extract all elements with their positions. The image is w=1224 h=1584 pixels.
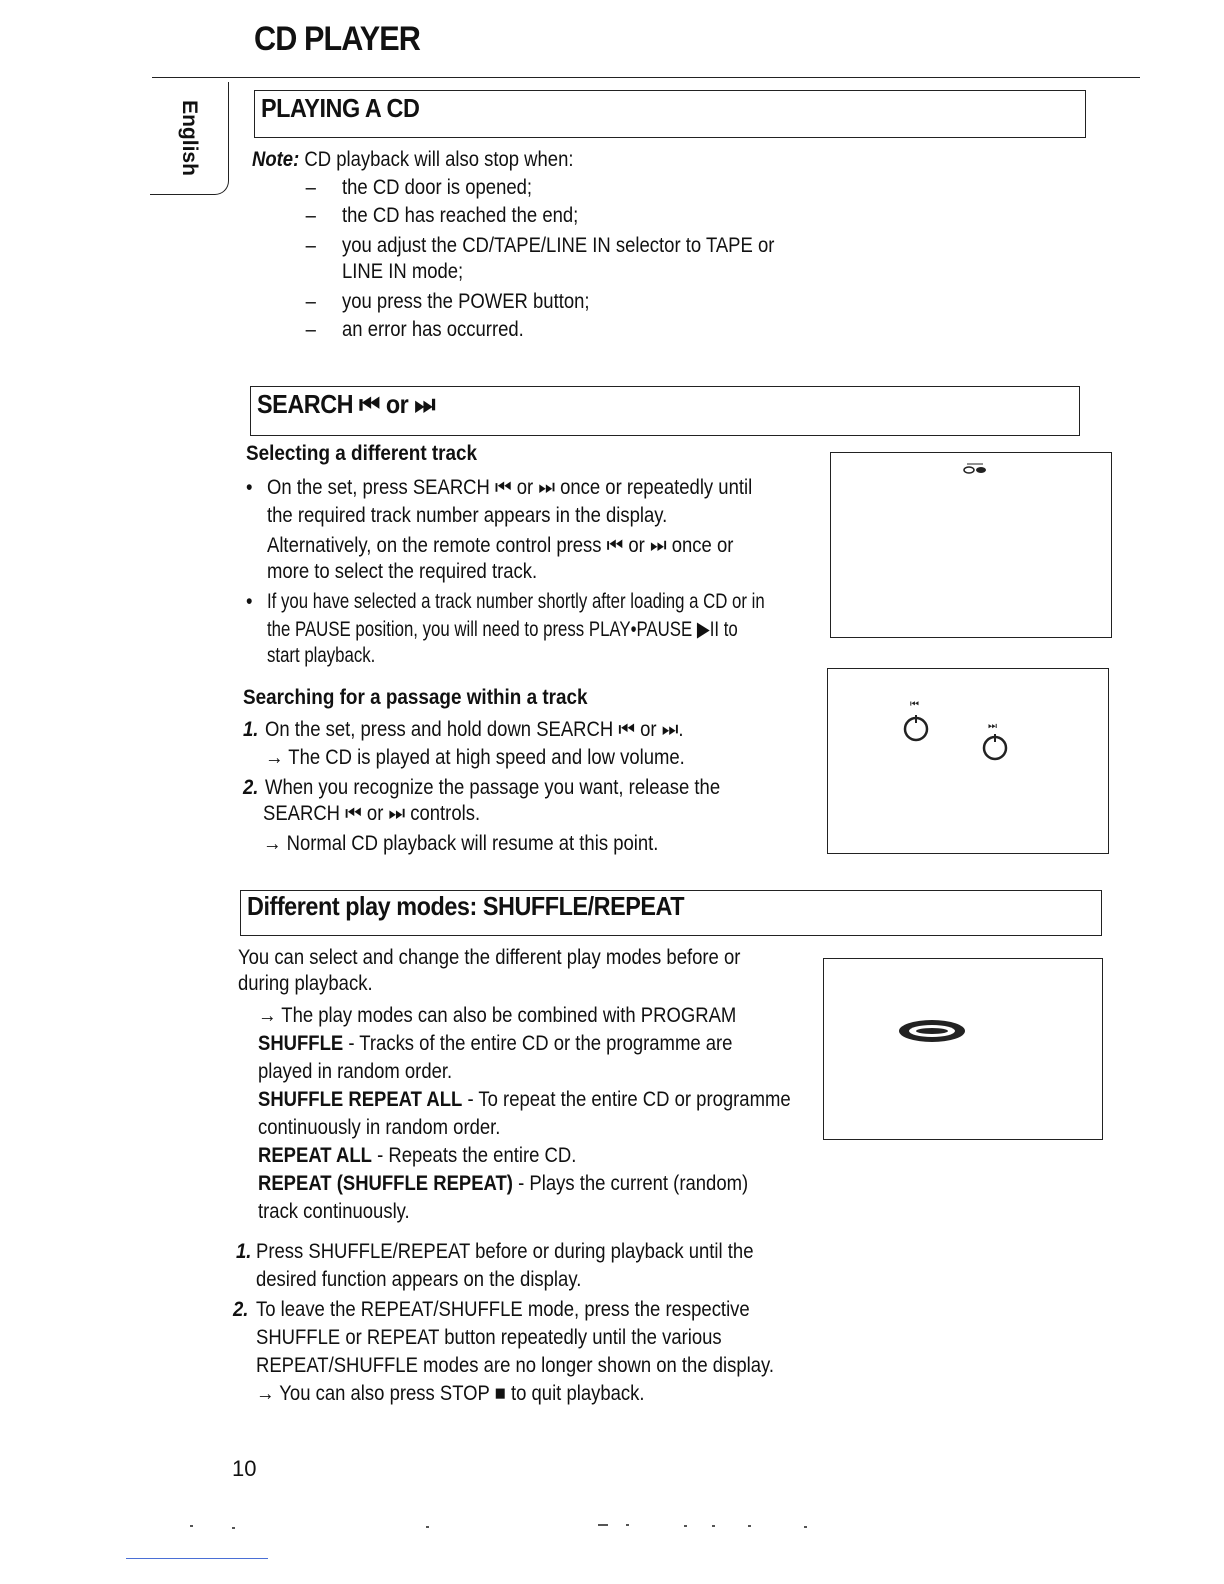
select-text: If you have selected a track number shortly after loading a CD or in: [267, 590, 765, 613]
mode-sra-desc: - To repeat the entire CD or programme: [462, 1088, 791, 1111]
note-line: [252, 146, 573, 173]
note-label: Note:: [252, 148, 300, 171]
scan-speck: [598, 1524, 608, 1526]
mode-rsr-desc: - Plays the current (random): [512, 1172, 749, 1195]
search-step-text: → Normal CD playback will resume at this point.: [263, 832, 659, 855]
modes-intro: during playback.: [238, 972, 373, 995]
scan-speck: [232, 1527, 235, 1529]
note-item: the CD has reached the end;: [342, 204, 579, 227]
modes-step-text: Press SHUFFLE/REPEAT before or during playback until the: [256, 1240, 754, 1263]
note-text: CD playback will also stop when:: [304, 148, 574, 171]
mode-sra-desc: continuously in random order.: [258, 1116, 501, 1139]
mode-shuffle-desc: played in random order.: [258, 1060, 453, 1083]
dash-icon: –: [305, 290, 316, 313]
mode-shuffle-desc: - Tracks of the entire CD or the programme are: [343, 1032, 733, 1055]
search-step-text: SEARCH ⏮ or ⏭ controls.: [263, 802, 481, 825]
mode-rsr-keyword: REPEAT (SHUFFLE REPEAT): [258, 1172, 513, 1195]
mode-shuffle-repeat-all: [258, 1086, 791, 1113]
prev-knob-icon: [905, 699, 927, 740]
scan-artifact-line: [126, 1558, 268, 1559]
scan-speck: [684, 1525, 687, 1527]
section-search-title: SEARCH ⏮ or ⏭: [257, 389, 435, 419]
illustration-shuffle-repeat-button: [823, 958, 1103, 1140]
scan-speck: [804, 1526, 807, 1528]
step-number: 2.: [243, 776, 259, 799]
note-item: you press the POWER button;: [342, 290, 590, 313]
section-modes-header: [240, 890, 1102, 936]
scan-speck: [712, 1525, 715, 1527]
subheading-select-track: Selecting a different track: [246, 442, 478, 465]
bullet-icon: •: [246, 476, 253, 499]
dash-icon: –: [305, 176, 316, 199]
note-item: LINE IN mode;: [342, 260, 464, 283]
mode-rsr-desc: track continuously.: [258, 1200, 410, 1223]
modes-step-text: SHUFFLE or REPEAT button repeatedly until the various: [256, 1326, 722, 1349]
remote-buttons-icon: [964, 464, 986, 473]
language-tab-label: English: [178, 100, 201, 176]
subheading-search-passage: Searching for a passage within a track: [243, 686, 588, 709]
mode-repeat-all: [258, 1142, 576, 1169]
modes-step-text: REPEAT/SHUFFLE modes are no longer shown on the display.: [256, 1354, 775, 1377]
shuffle-repeat-button-icon: [899, 1020, 965, 1042]
dash-icon: –: [305, 234, 316, 257]
select-text: start playback.: [267, 644, 376, 667]
step-number: 1.: [243, 718, 259, 741]
search-step-text: On the set, press and hold down SEARCH ⏮ or ⏭.: [265, 718, 684, 741]
modes-step-text: desired function appears on the display.: [256, 1268, 582, 1291]
step-number: 2.: [233, 1298, 249, 1321]
step-number: 1.: [236, 1240, 252, 1263]
svg-text:⏮: ⏮: [910, 699, 919, 710]
mode-sra-keyword: SHUFFLE REPEAT ALL: [258, 1088, 463, 1111]
scan-speck: [426, 1526, 429, 1528]
search-step-text: When you recognize the passage you want, release the: [265, 776, 721, 799]
select-text: On the set, press SEARCH ⏮ or ⏭ once or repeatedly until: [267, 476, 753, 499]
section-playing-header: [254, 90, 1086, 138]
svg-text:⏭: ⏭: [988, 721, 997, 732]
scan-speck: [748, 1525, 751, 1527]
select-text: the PAUSE position, you will need to press PLAY•PAUSE ▶II to: [267, 618, 738, 641]
language-tab-label-wrap: [150, 82, 228, 194]
note-item: you adjust the CD/TAPE/LINE IN selector to TAPE or: [342, 234, 775, 257]
section-playing-title: PLAYING A CD: [261, 93, 420, 123]
scan-speck: [626, 1524, 629, 1526]
mode-ra-keyword: REPEAT ALL: [258, 1144, 372, 1167]
modes-step-text: To leave the REPEAT/SHUFFLE mode, press the respective: [256, 1298, 750, 1321]
page-title: CD PLAYER: [254, 20, 420, 58]
section-modes-title: Different play modes: SHUFFLE/REPEAT: [247, 891, 685, 921]
illustration-set-search-knobs: [827, 668, 1109, 854]
header-rule: [152, 77, 1140, 78]
select-text: more to select the required track.: [267, 560, 538, 583]
next-knob-icon: [984, 721, 1006, 759]
page-number: 10: [232, 1456, 257, 1481]
section-search-header: [250, 386, 1080, 436]
modes-combine-note: → The play modes can also be combined with PROGRAM: [258, 1004, 737, 1027]
dash-icon: –: [305, 318, 316, 341]
mode-ra-desc: - Repeats the entire CD.: [371, 1144, 577, 1167]
select-text: the required track number appears in the display.: [267, 504, 668, 527]
modes-intro: You can select and change the different play modes before or: [238, 946, 741, 969]
mode-repeat: [258, 1170, 748, 1197]
illustration-remote-buttons: [830, 452, 1112, 638]
modes-step-text: → You can also press STOP ■ to quit playback.: [256, 1382, 645, 1405]
dash-icon: –: [305, 204, 316, 227]
search-step-text: → The CD is played at high speed and low volume.: [265, 746, 685, 769]
scan-speck: [190, 1525, 193, 1527]
bullet-icon: •: [246, 590, 253, 613]
note-item: an error has occurred.: [342, 318, 524, 341]
select-text: Alternatively, on the remote control press ⏮ or ⏭ once or: [267, 534, 734, 557]
note-item: the CD door is opened;: [342, 176, 533, 199]
mode-shuffle-keyword: SHUFFLE: [258, 1032, 344, 1055]
mode-shuffle: [258, 1030, 732, 1057]
